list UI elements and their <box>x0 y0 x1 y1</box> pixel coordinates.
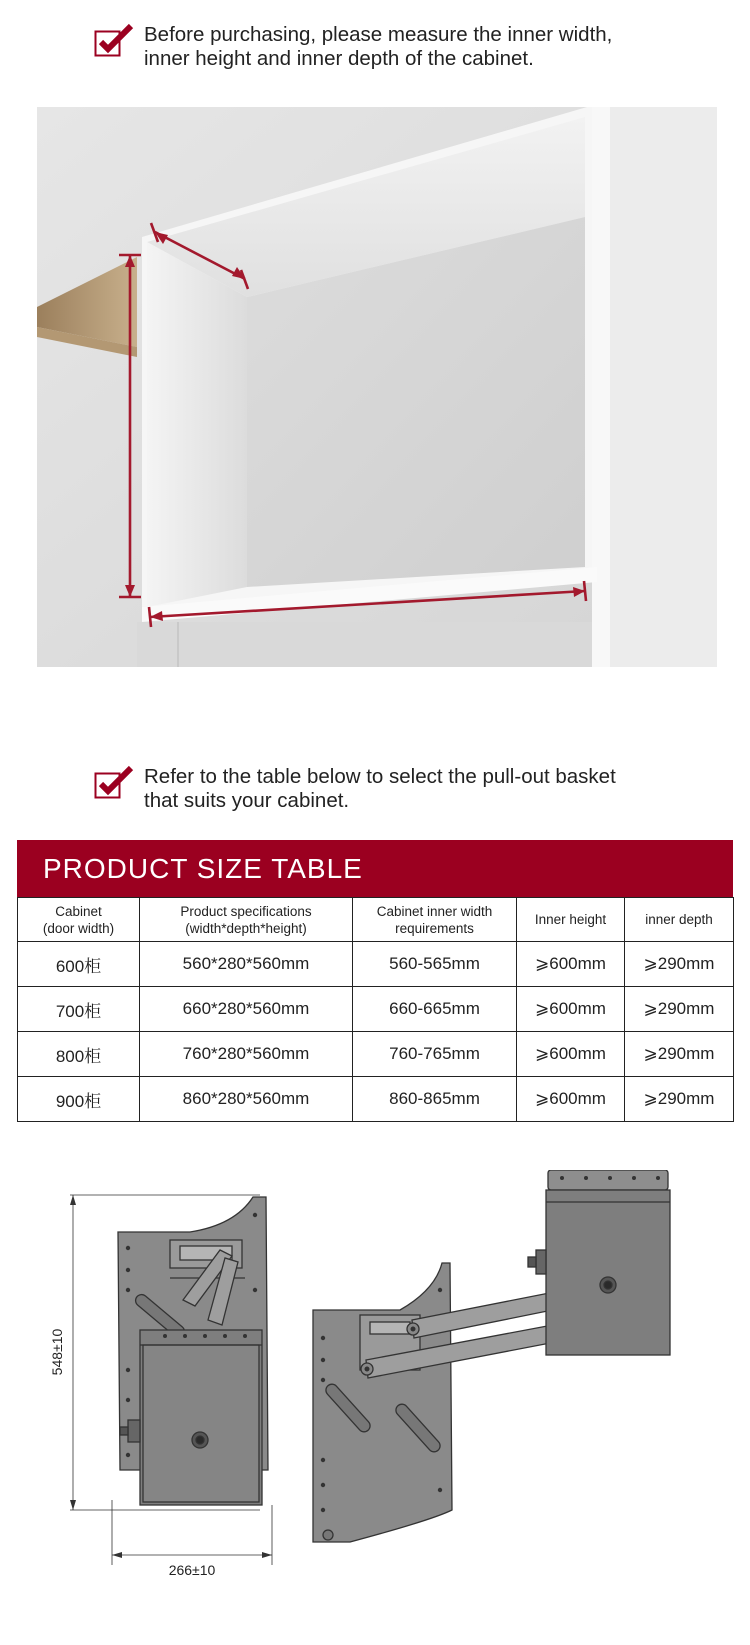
cell-inner-height: ⩾600mm <box>517 942 625 987</box>
cell-inner-depth: ⩾290mm <box>625 1032 734 1077</box>
header-inner-width: Cabinet inner width requirements <box>353 898 517 942</box>
note-line: Refer to the table below to select the pull-out basket <box>144 765 616 788</box>
product-size-table <box>17 840 733 1122</box>
header-inner-height: Inner height <box>517 898 625 942</box>
table-row <box>18 987 734 1032</box>
table-title: PRODUCT SIZE TABLE <box>17 840 733 897</box>
cell-inner-depth: ⩾290mm <box>625 942 734 987</box>
note-line: Before purchasing, please measure the inner width, <box>144 23 613 46</box>
checkmark-icon <box>94 23 134 57</box>
note-line: that suits your cabinet. <box>144 789 350 812</box>
cell-specs: 560*280*560mm <box>140 942 353 987</box>
header-cabinet: Cabinet (door width) <box>18 898 140 942</box>
cell-specs: 760*280*560mm <box>140 1032 353 1077</box>
height-dimension-label: 548±10 <box>49 1328 65 1376</box>
note-select <box>94 765 616 813</box>
cell-cabinet: 700柜 <box>18 987 140 1032</box>
technical-drawing <box>40 1170 720 1580</box>
width-dimension-label: 266±10 <box>168 1562 216 1578</box>
cell-specs: 660*280*560mm <box>140 987 353 1032</box>
cell-inner-width: 860-865mm <box>353 1077 517 1122</box>
table-row <box>18 942 734 987</box>
cell-cabinet: 900柜 <box>18 1077 140 1122</box>
table-row <box>18 1032 734 1077</box>
note-line: inner height and inner depth of the cabinet. <box>144 47 534 70</box>
note-measure <box>94 23 612 71</box>
table-header-row <box>18 898 734 942</box>
extended-view <box>313 1170 670 1542</box>
note-text <box>144 23 612 71</box>
cell-inner-width: 760-765mm <box>353 1032 517 1077</box>
cell-inner-depth: ⩾290mm <box>625 1077 734 1122</box>
size-table <box>17 897 734 1122</box>
cell-inner-width: 560-565mm <box>353 942 517 987</box>
note-text <box>144 765 616 813</box>
cell-inner-height: ⩾600mm <box>517 1032 625 1077</box>
checkmark-icon <box>94 765 134 799</box>
cell-cabinet: 800柜 <box>18 1032 140 1077</box>
folded-view <box>70 1195 272 1565</box>
table-row <box>18 1077 734 1122</box>
cell-inner-height: ⩾600mm <box>517 987 625 1032</box>
header-inner-depth: inner depth <box>625 898 734 942</box>
cell-inner-depth: ⩾290mm <box>625 987 734 1032</box>
cell-specs: 860*280*560mm <box>140 1077 353 1122</box>
cabinet-illustration <box>37 107 717 667</box>
header-specs: Product specifications (width*depth*height) <box>140 898 353 942</box>
cell-inner-width: 660-665mm <box>353 987 517 1032</box>
cell-inner-height: ⩾600mm <box>517 1077 625 1122</box>
cell-cabinet: 600柜 <box>18 942 140 987</box>
